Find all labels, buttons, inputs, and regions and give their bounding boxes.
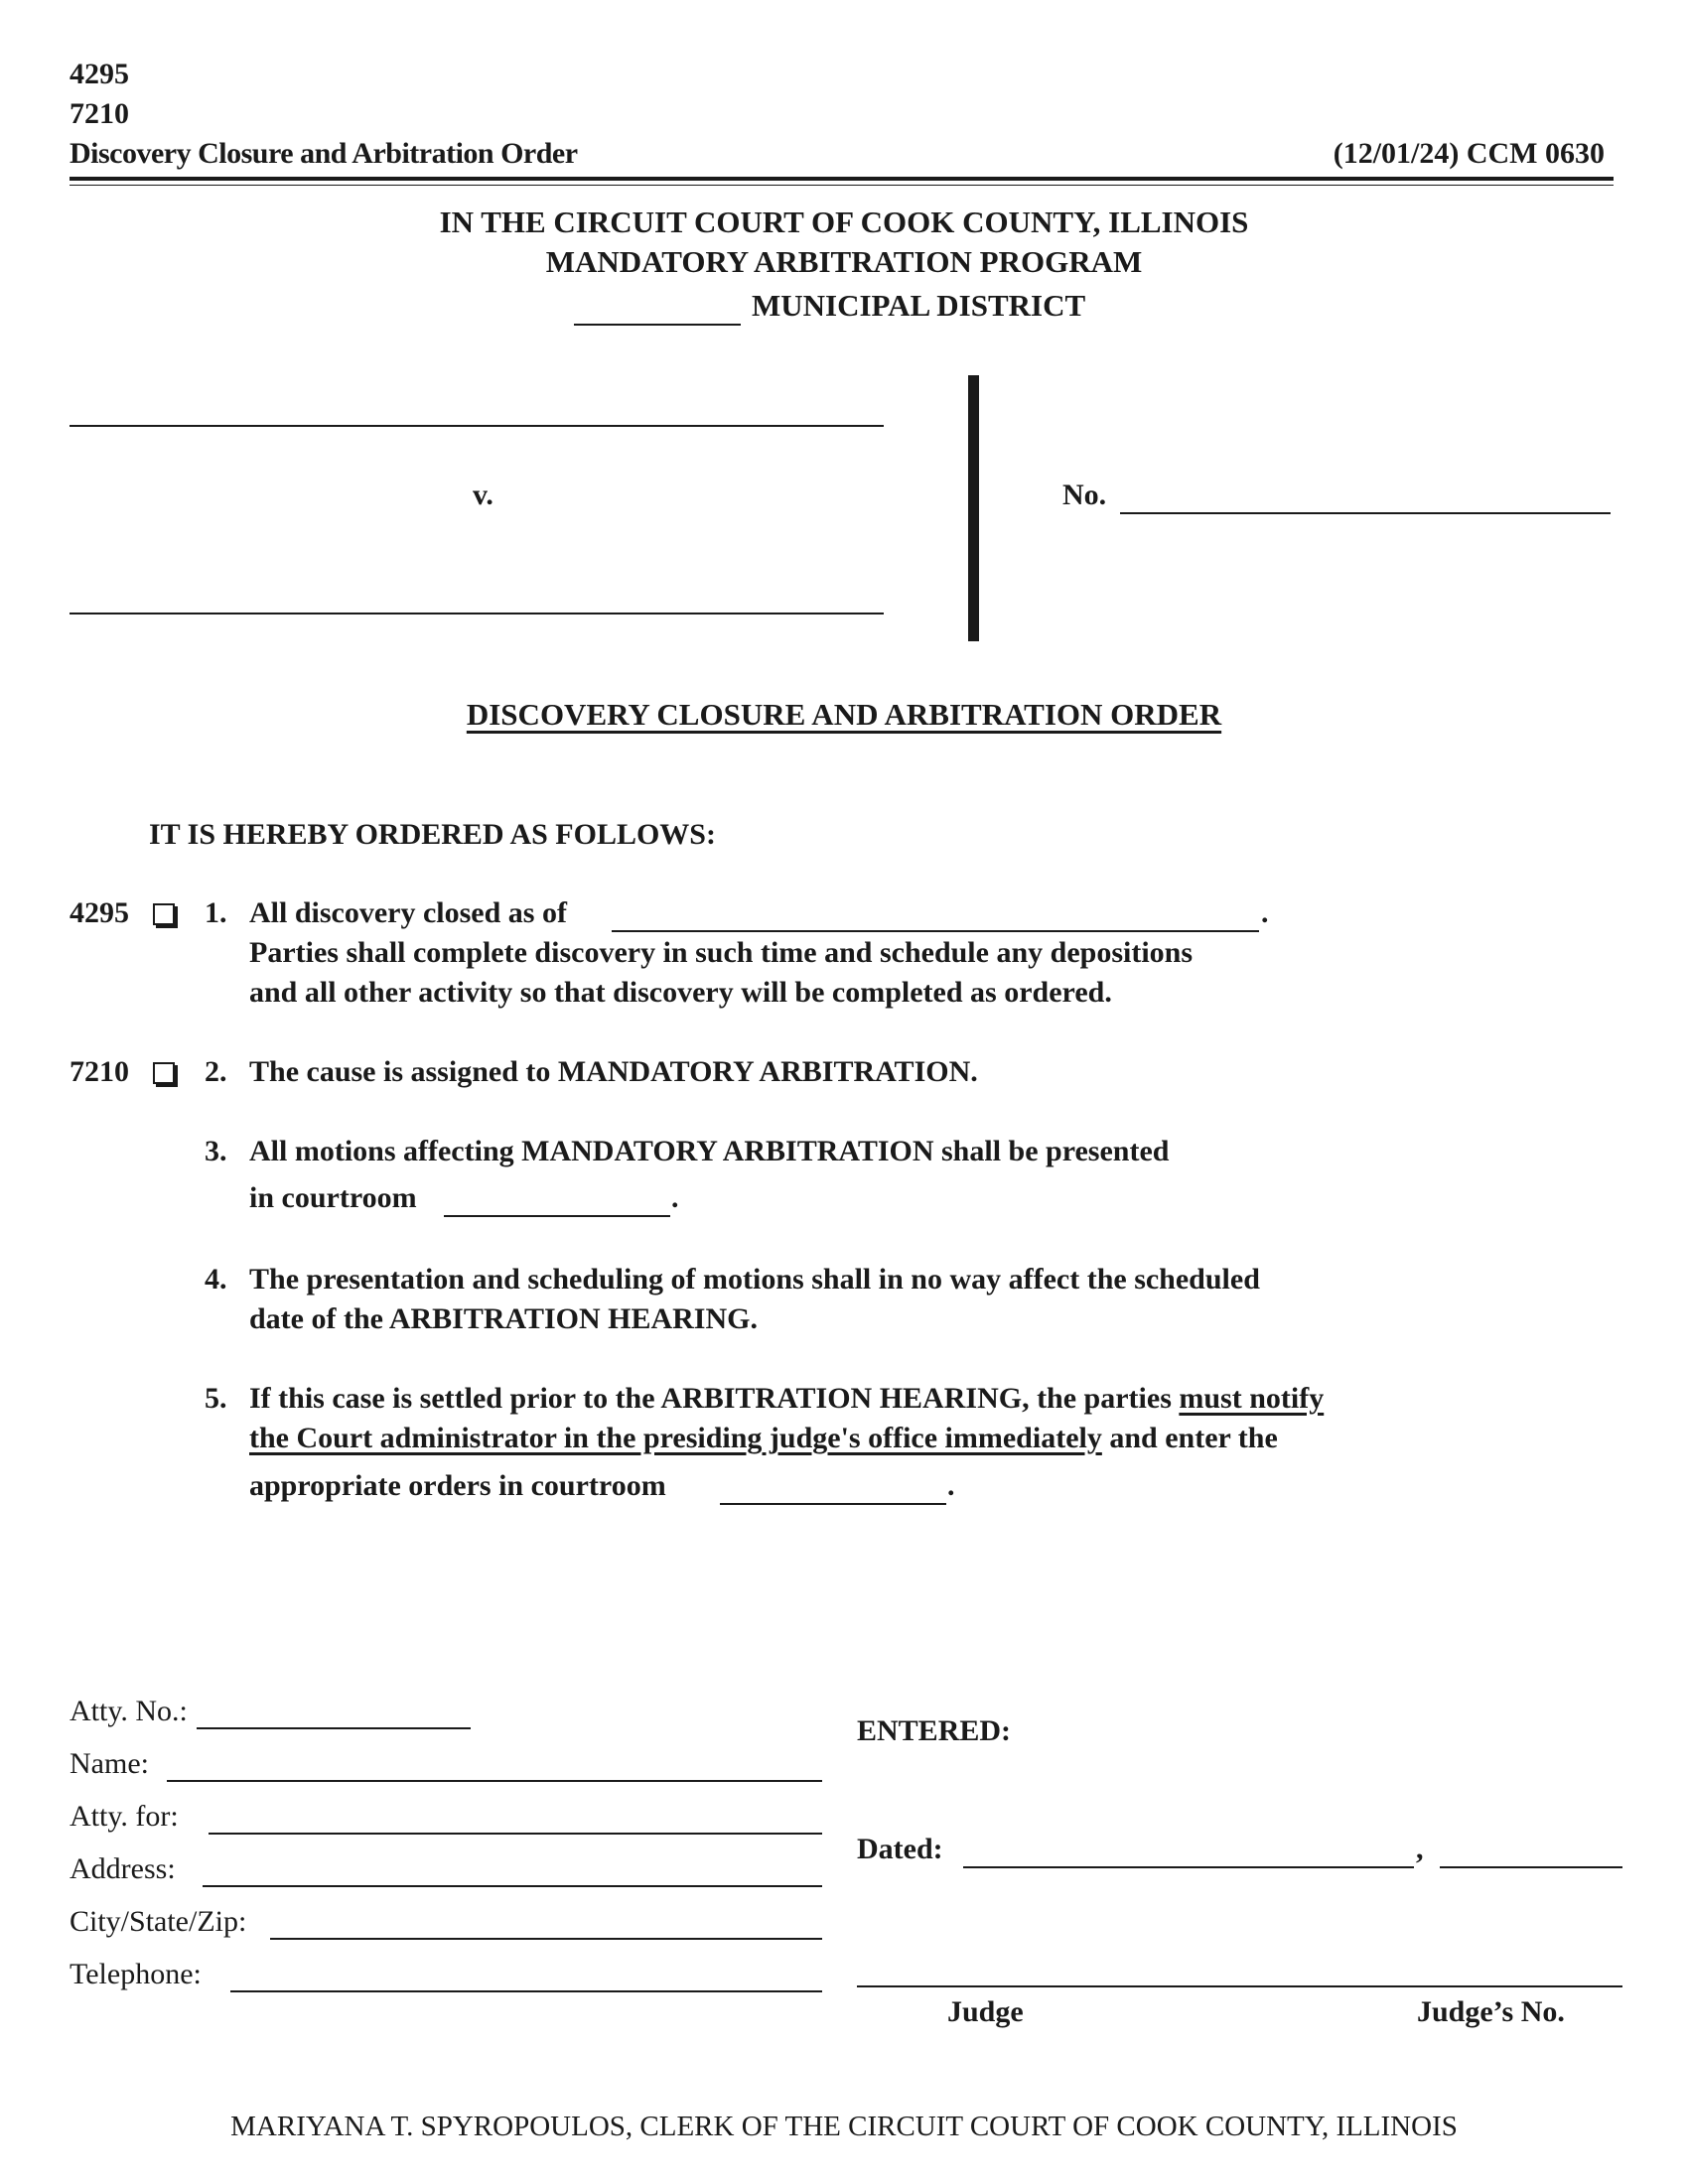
item2-checkbox[interactable] xyxy=(153,1062,175,1084)
case-number-label: No. xyxy=(1062,478,1107,511)
case-number-line[interactable] xyxy=(1120,512,1611,514)
item5-number: 5. xyxy=(205,1382,227,1415)
clerk-footer: MARIYANA T. SPYROPOULOS, CLERK OF THE CIRCUIT COURT OF COOK COUNTY, ILLINOIS xyxy=(230,2111,1458,2142)
district-blank[interactable] xyxy=(574,324,741,326)
item3-period: . xyxy=(671,1181,679,1214)
item5-line1-plain: If this case is settled prior to the ARBITRATION HEARING, the parties xyxy=(249,1382,1180,1415)
city-state-zip-line[interactable] xyxy=(270,1938,822,1940)
item1-period: . xyxy=(1261,896,1269,929)
form-code-7210: 7210 xyxy=(70,97,129,130)
item2-code: 7210 xyxy=(70,1055,129,1088)
item4-number: 4. xyxy=(205,1263,227,1296)
item3-number: 3. xyxy=(205,1135,227,1167)
item3-line1: All motions affecting MANDATORY ARBITRATION shall be presented xyxy=(249,1135,1170,1167)
atty-for-line[interactable] xyxy=(209,1833,822,1835)
court-name: IN THE CIRCUIT COURT OF COOK COUNTY, ILLINOIS xyxy=(439,205,1249,239)
versus-label: v. xyxy=(473,478,493,511)
entered-label: ENTERED: xyxy=(857,1714,1012,1747)
dated-label: Dated: xyxy=(857,1833,943,1865)
form-title: Discovery Closure and Arbitration Order xyxy=(70,137,578,170)
atty-no-line[interactable] xyxy=(197,1727,471,1729)
item2-line1: The cause is assigned to MANDATORY ARBITRATION. xyxy=(249,1055,978,1088)
item5-line2-plain: and enter the xyxy=(1101,1422,1278,1454)
telephone-label: Telephone: xyxy=(70,1958,202,1990)
city-state-zip-label: City/State/Zip: xyxy=(70,1905,247,1938)
judge-number-label: Judge’s No. xyxy=(1417,1995,1565,2028)
document-title: DISCOVERY CLOSURE AND ARBITRATION ORDER xyxy=(466,697,1222,732)
item1-code: 4295 xyxy=(70,896,129,929)
address-label: Address: xyxy=(70,1852,176,1885)
form-id: (12/01/24) CCM 0630 xyxy=(1333,137,1605,170)
ordered-intro: IT IS HEREBY ORDERED AS FOLLOWS: xyxy=(149,818,716,851)
motions-courtroom-line[interactable] xyxy=(444,1215,670,1217)
item1-number: 1. xyxy=(205,896,227,929)
item5-line1 xyxy=(249,1382,1324,1416)
item5-line3: appropriate orders in courtroom xyxy=(249,1469,666,1502)
header-rule-thin xyxy=(70,185,1614,186)
dated-month-day-line[interactable] xyxy=(963,1866,1414,1868)
item4-line1: The presentation and scheduling of motions shall in no way affect the scheduled xyxy=(249,1263,1260,1296)
item1-line3: and all other activity so that discovery will be completed as ordered. xyxy=(249,976,1112,1009)
item5-line2-underlined: the Court administrator in the presiding judge's office immediately xyxy=(249,1422,1102,1454)
district-label: MUNICIPAL DISTRICT xyxy=(752,288,1086,323)
item1-checkbox[interactable] xyxy=(153,903,175,925)
item1-line2: Parties shall complete discovery in such time and schedule any depositions xyxy=(249,936,1194,969)
defendant-line[interactable] xyxy=(70,613,884,614)
name-label: Name: xyxy=(70,1747,149,1780)
form-code-4295: 4295 xyxy=(70,58,129,90)
dated-year-line[interactable] xyxy=(1440,1866,1622,1868)
item5-line1-underlined: must notify xyxy=(1179,1382,1325,1415)
item5-period: . xyxy=(947,1469,955,1502)
item4-line2: date of the ARBITRATION HEARING. xyxy=(249,1302,758,1335)
address-line[interactable] xyxy=(203,1885,822,1887)
atty-no-label: Atty. No.: xyxy=(70,1695,188,1727)
dated-comma: , xyxy=(1416,1833,1424,1865)
settlement-courtroom-line[interactable] xyxy=(720,1503,946,1505)
plaintiff-line[interactable] xyxy=(70,425,884,427)
telephone-line[interactable] xyxy=(230,1990,822,1992)
header-rule-thick xyxy=(70,177,1614,181)
atty-for-label: Atty. for: xyxy=(70,1800,179,1833)
judge-label: Judge xyxy=(947,1995,1024,2028)
name-line[interactable] xyxy=(167,1780,822,1782)
caption-divider xyxy=(968,375,979,641)
item1-line1: All discovery closed as of xyxy=(249,896,567,929)
judge-signature-line[interactable] xyxy=(857,1985,1622,1987)
item3-line2: in courtroom xyxy=(249,1181,417,1214)
program-name: MANDATORY ARBITRATION PROGRAM xyxy=(545,244,1143,279)
item5-line2 xyxy=(249,1422,1278,1455)
discovery-close-date-line[interactable] xyxy=(612,930,1259,932)
item2-number: 2. xyxy=(205,1055,227,1088)
